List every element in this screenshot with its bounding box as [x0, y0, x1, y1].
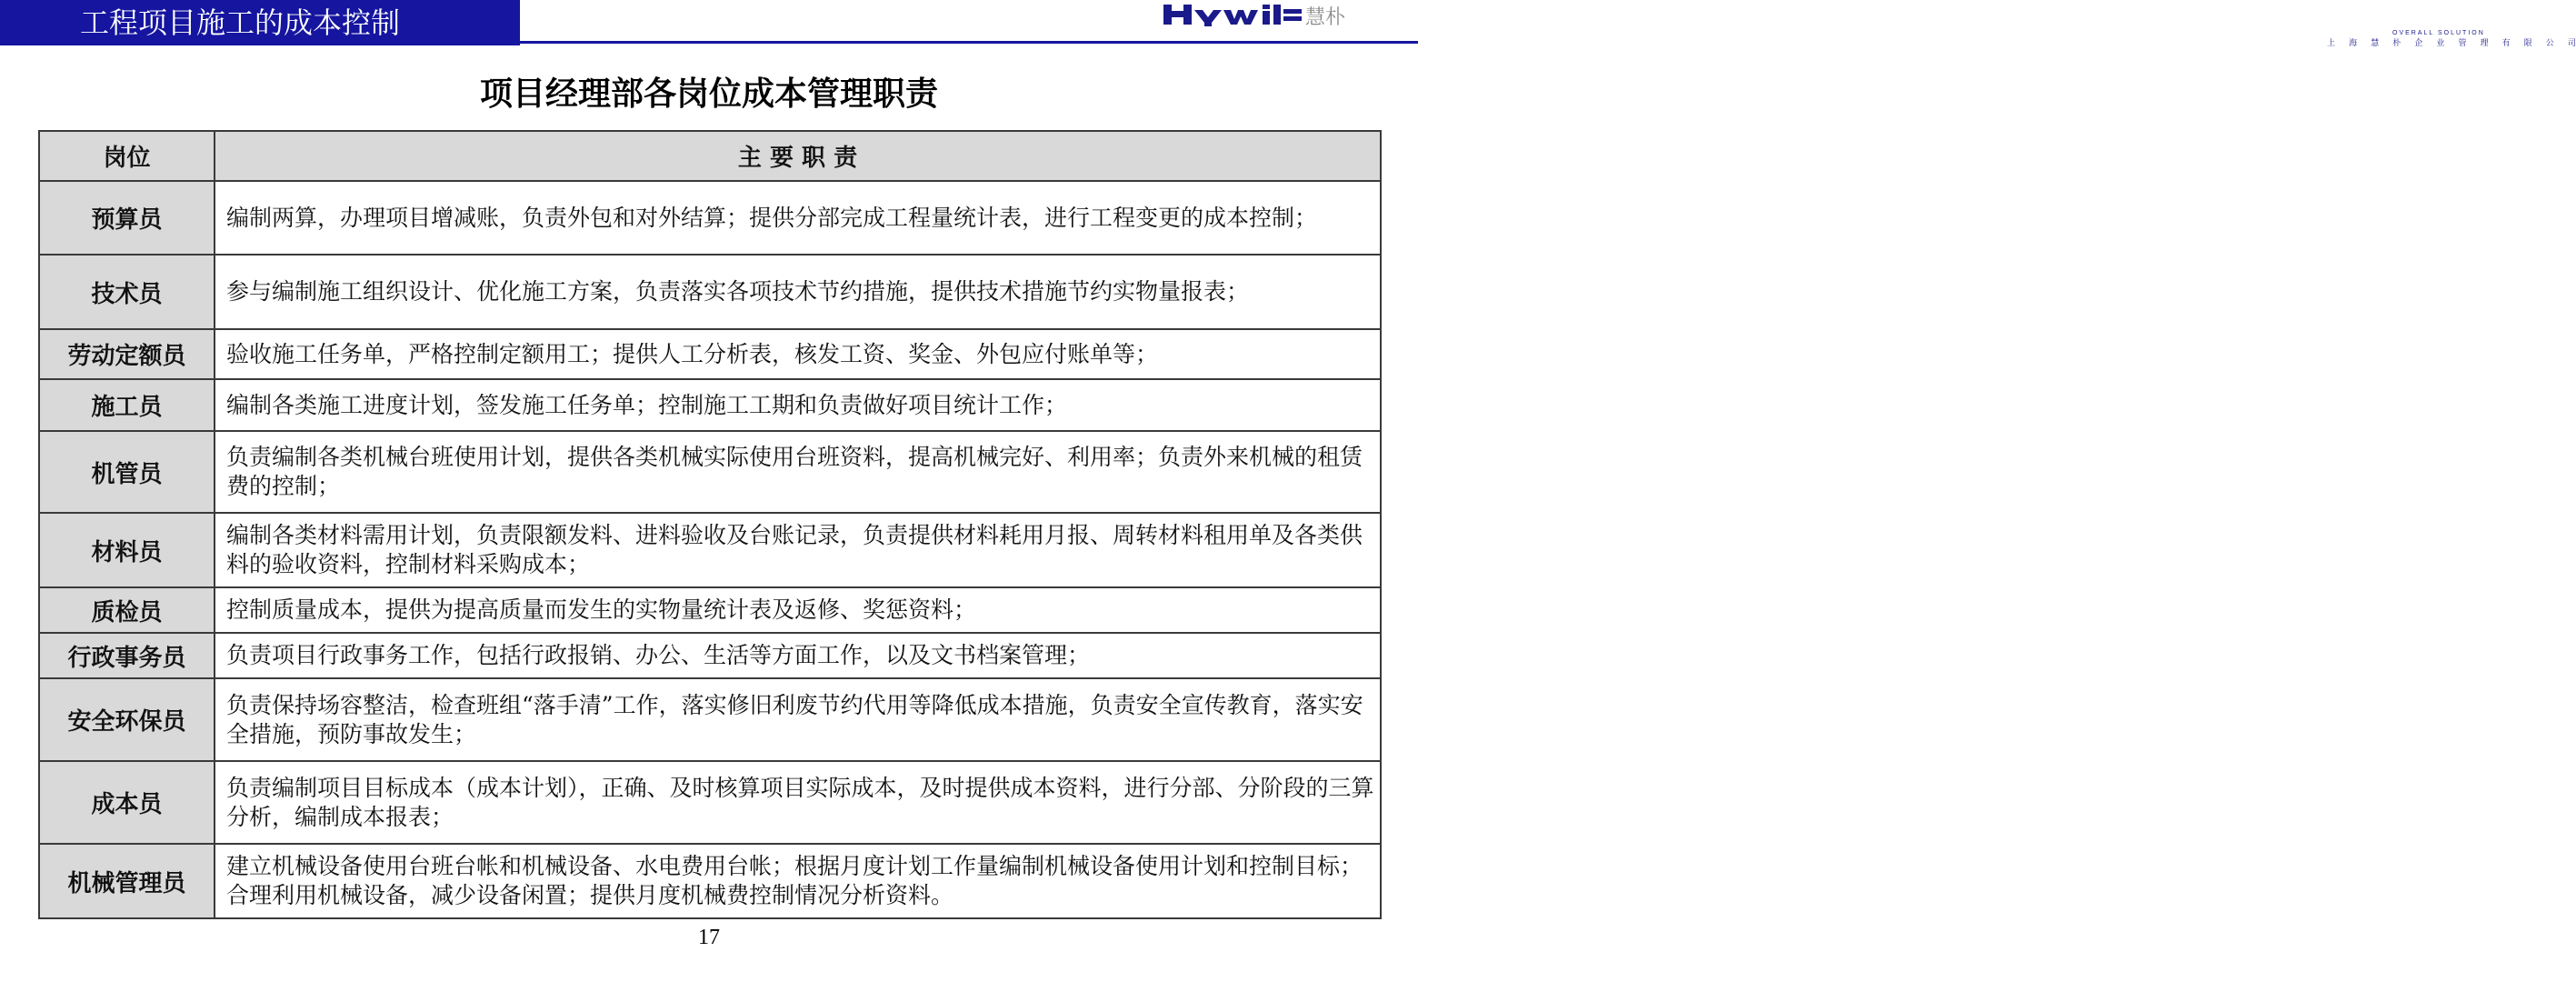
table-row: [39, 181, 1381, 255]
duty-cell: 建立机械设备使用台班台帐和机械设备、水电费用台帐；根据月度计划工作量编制机械设备使用计划和控制目标；合理利用机械设备，减少设备闲置；提供月度机械费控制情况分析资料。: [215, 844, 1381, 918]
duty-cell: 负责编制各类机械台班使用计划，提供各类机械实际使用台班资料，提高机械完好、利用率；负责外来机械的租赁费的控制；: [215, 431, 1381, 513]
table-row: [39, 513, 1381, 587]
duty-cell: 负责编制项目目标成本（成本计划），正确、及时核算项目实际成本，及时提供成本资料，进行分部、分阶段的三算分析，编制成本报表；: [215, 761, 1381, 844]
logo-company-char: 上: [2327, 39, 2336, 48]
table-row: [39, 678, 1381, 761]
logo-company-char: 海: [2349, 39, 2358, 48]
table-row: [39, 255, 1381, 329]
logo-company-char: 司: [2567, 39, 2576, 48]
role-cell: 成本员: [39, 761, 215, 844]
duty-cell: 控制质量成本，提供为提高质量而发生的实物量统计表及返修、奖惩资料；: [215, 587, 1381, 633]
table-row: [39, 379, 1381, 431]
svg-text:慧朴: 慧朴: [1305, 6, 1346, 29]
duty-cell: 验收施工任务单，严格控制定额用工；提供人工分析表，核发工资、奖金、外包应付账单等；: [215, 329, 1381, 379]
role-cell: 技术员: [39, 255, 215, 329]
role-cell: 行政事务员: [39, 633, 215, 678]
logo-company-char: 公: [2545, 39, 2554, 48]
role-cell: 机械管理员: [39, 844, 215, 918]
logo-company-char: 朴: [2392, 39, 2401, 48]
role-cell: 预算员: [39, 181, 215, 255]
logo-company-char: 理: [2480, 39, 2489, 48]
logo-company-name: [2327, 36, 2576, 48]
page-title: 项目经理部各岗位成本管理职责: [479, 75, 938, 113]
table-row: [39, 761, 1381, 844]
section-title-band: [0, 0, 520, 45]
duty-cell: 编制各类材料需用计划，负责限额发料、进料验收及台账记录，负责提供材料耗用月报、周转材料租用单及各类供料的验收资料，控制材料采购成本；: [215, 513, 1381, 587]
hywil-logo-icon: [1162, 2, 1414, 29]
role-cell: 施工员: [39, 379, 215, 431]
column-header-role: 岗位: [39, 131, 215, 181]
duties-table: [38, 130, 1382, 919]
logo-company-char: 企: [2414, 39, 2423, 48]
table-row: [39, 431, 1381, 513]
logo-company-char: 限: [2523, 39, 2532, 48]
logo-company-char: 有: [2501, 39, 2511, 48]
table-row: [39, 633, 1381, 678]
company-logo: [1162, 2, 2576, 48]
logo-company-char: 业: [2436, 39, 2445, 48]
duty-cell: 编制两算，办理项目增减账，负责外包和对外结算；提供分部完成工程量统计表，进行工程变更的成本控制；: [215, 181, 1381, 255]
logo-company-char: 管: [2458, 39, 2467, 48]
duty-cell: 编制各类施工进度计划，签发施工任务单；控制施工工期和负责做好项目统计工作；: [215, 379, 1381, 431]
role-cell: 材料员: [39, 513, 215, 587]
page-number: 17: [698, 926, 720, 949]
logo-tagline: OVERALL SOLUTION: [2392, 30, 2485, 36]
table-row: [39, 329, 1381, 379]
role-cell: 机管员: [39, 431, 215, 513]
table-header-row: [39, 131, 1381, 181]
duty-cell: 负责项目行政事务工作，包括行政报销、办公、生活等方面工作，以及文书档案管理；: [215, 633, 1381, 678]
duty-cell: 负责保持场容整洁，检查班组“落手清”工作，落实修旧利废节约代用等降低成本措施，负责安全宣传教育，落实安全措施，预防事故发生；: [215, 678, 1381, 761]
section-title: 工程项目施工的成本控制: [80, 5, 401, 40]
role-cell: 安全环保员: [39, 678, 215, 761]
role-cell: 劳动定额员: [39, 329, 215, 379]
duty-cell: 参与编制施工组织设计、优化施工方案，负责落实各项技术节约措施，提供技术措施节约实物量报表；: [215, 255, 1381, 329]
logo-company-char: 慧: [2371, 39, 2380, 48]
table-row: [39, 587, 1381, 633]
column-header-duties: 主 要 职 责: [215, 131, 1381, 181]
table-row: [39, 844, 1381, 918]
role-cell: 质检员: [39, 587, 215, 633]
